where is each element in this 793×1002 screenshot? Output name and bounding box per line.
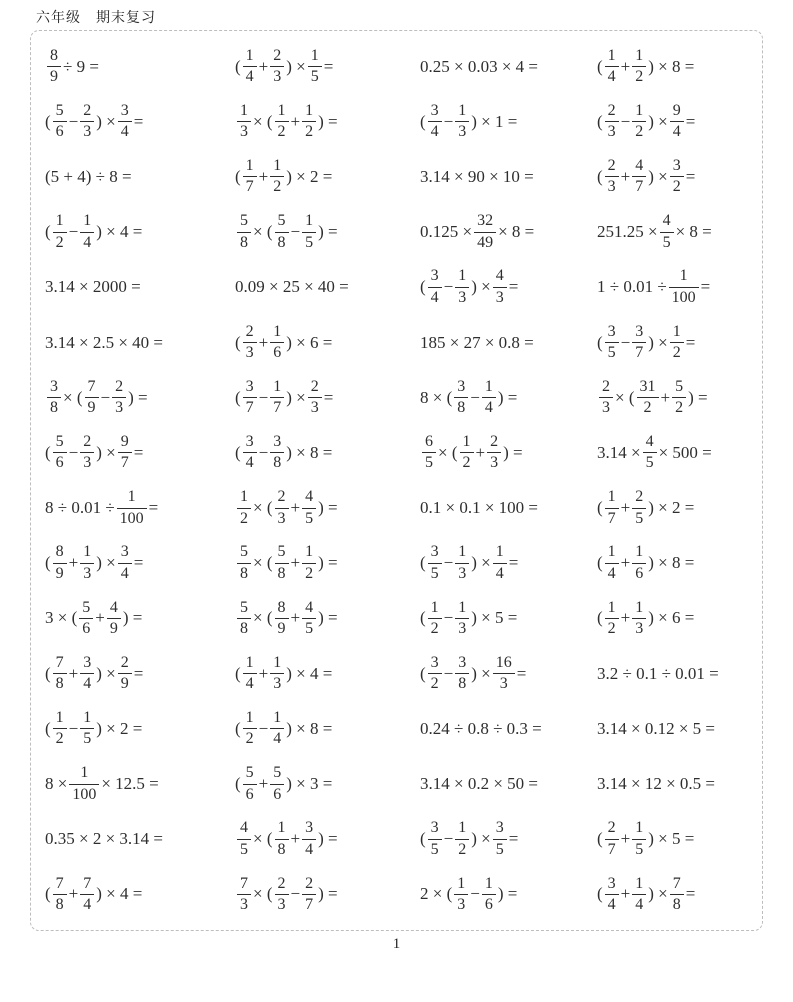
fraction: $\frac{5}{2}$ (672, 378, 686, 418)
math-problem-r16-c3: 2 × ( $\frac{1}{3}$ − $\frac{1}{6}$ ) = (420, 874, 518, 913)
math-problem-r11-c2: $\frac{5}{8}$ × ( $\frac{8}{9}$ + $\frac{4}{5}$ ) = (235, 591, 420, 646)
fraction: $\frac{1}{100}$ (117, 488, 147, 528)
math-problem-r14-c2: ( $\frac{5}{6}$ + $\frac{5}{6}$ ) × 3 = (235, 764, 333, 803)
problem-grid (45, 39, 758, 922)
fraction: $\frac{2}{3}$ (487, 433, 501, 473)
math-problem-r4-c3: 0.125 × $\frac{32}{49}$ × 8 = (420, 212, 535, 251)
fraction: $\frac{3}{4}$ (80, 654, 94, 694)
fraction: $\frac{1}{7}$ (243, 157, 257, 197)
fraction: $\frac{5}{6}$ (53, 433, 67, 473)
fraction: $\frac{5}{8}$ (275, 543, 289, 583)
fraction: $\frac{2}{3}$ (275, 875, 289, 915)
fraction: $\frac{3}{5}$ (428, 819, 442, 859)
math-problem-r7-c2: ( $\frac{3}{7}$ − $\frac{1}{7}$ ) × $\frac{2}{3}$ = (235, 377, 334, 417)
math-problem-r10-c1: ( $\frac{8}{9}$ + $\frac{1}{3}$ ) × $\frac{3}{4}$ = (45, 543, 144, 582)
fraction: $\frac{1}{3}$ (270, 654, 284, 694)
fraction: $\frac{1}{4}$ (270, 709, 284, 749)
math-problem-r15-c1: 0.35 × 2 × 3.14 = (45, 829, 164, 849)
fraction: $\frac{3}{5}$ (605, 323, 619, 363)
fraction: $\frac{1}{7}$ (605, 488, 619, 528)
fraction: $\frac{5}{6}$ (270, 764, 284, 804)
fraction: $\frac{7}{8}$ (53, 875, 67, 915)
fraction: $\frac{1}{2}$ (302, 543, 316, 583)
fraction: $\frac{3}{5}$ (428, 543, 442, 583)
math-problem-r7-c3: 8 × ( $\frac{3}{8}$ − $\frac{1}{4}$ ) = (420, 377, 518, 417)
fraction: $\frac{7}{4}$ (80, 875, 94, 915)
math-problem-r6-c4: ( $\frac{3}{5}$ − $\frac{3}{7}$ ) × $\frac{1}{2}$ = (597, 322, 696, 362)
math-problem-r14-c3: 3.14 × 0.2 × 50 = (420, 774, 539, 794)
fraction: $\frac{3}{4}$ (118, 102, 132, 142)
fraction: $\frac{3}{8}$ (454, 378, 468, 418)
fraction: $\frac{3}{8}$ (455, 654, 469, 694)
fraction: $\frac{1}{8}$ (275, 819, 289, 859)
fraction: $\frac{3}{2}$ (670, 157, 684, 197)
fraction: $\frac{5}{8}$ (237, 543, 251, 583)
fraction: $\frac{1}{3}$ (455, 102, 469, 142)
math-problem-r12-c3: ( $\frac{3}{2}$ − $\frac{3}{8}$ ) × $\frac{16}{3}$ = (420, 653, 527, 693)
fraction: $\frac{8}{9}$ (47, 47, 61, 87)
fraction: $\frac{1}{3}$ (455, 267, 469, 307)
fraction: $\frac{1}{3}$ (80, 543, 94, 583)
fraction: $\frac{5}{8}$ (237, 599, 251, 639)
math-problem-r1-c1: $\frac{8}{9}$ ÷ 9 = (45, 39, 235, 94)
fraction: $\frac{1}{4}$ (493, 543, 507, 583)
math-problem-r12-c1: ( $\frac{7}{8}$ + $\frac{3}{4}$ ) × $\frac{2}{9}$ = (45, 653, 144, 693)
fraction: $\frac{2}{3}$ (80, 433, 94, 473)
fraction: $\frac{1}{3}$ (237, 102, 251, 142)
math-problem-r16-c4: ( $\frac{3}{4}$ + $\frac{1}{4}$ ) × $\frac{7}{8}$ = (597, 874, 696, 913)
math-problem-r6-c1: 3.14 × 2.5 × 40 = (45, 332, 164, 352)
math-problem-r1-c3: 0.25 × 0.03 × 4 = (420, 56, 539, 76)
fraction: $\frac{2}{3}$ (308, 378, 322, 418)
fraction: $\frac{2}{3}$ (80, 102, 94, 142)
math-problem-r9-c1: 8 ÷ 0.01 ÷ $\frac{1}{100}$ = (45, 488, 159, 527)
math-problem-r7-c4: $\frac{2}{3}$ × ( $\frac{31}{2}$ + $\frac{5}{2}$ ) = (597, 370, 758, 425)
math-problem-r14-c4: 3.14 × 12 × 0.5 = (597, 774, 716, 794)
fraction: $\frac{1}{2}$ (670, 323, 684, 363)
fraction: $\frac{16}{3}$ (493, 654, 515, 694)
fraction: $\frac{2}{5}$ (632, 488, 646, 528)
fraction: $\frac{1}{2}$ (605, 599, 619, 639)
fraction: $\frac{2}{7}$ (605, 819, 619, 859)
math-problem-r15-c2: $\frac{4}{5}$ × ( $\frac{1}{8}$ + $\frac{3}{4}$ ) = (235, 812, 420, 867)
fraction: $\frac{5}{6}$ (79, 599, 93, 639)
fraction: $\frac{3}{7}$ (632, 323, 646, 363)
fraction: $\frac{2}{9}$ (118, 654, 132, 694)
math-problem-r16-c2: $\frac{7}{3}$ × ( $\frac{2}{3}$ − $\frac{2}{7}$ ) = (235, 867, 420, 922)
math-problem-r2-c2: $\frac{1}{3}$ × ( $\frac{1}{2}$ + $\frac{1}{2}$ ) = (235, 94, 420, 149)
fraction: $\frac{3}{8}$ (47, 378, 61, 418)
fraction: $\frac{3}{4}$ (302, 819, 316, 859)
fraction: $\frac{6}{5}$ (422, 433, 436, 473)
fraction: $\frac{4}{5}$ (643, 433, 657, 473)
fraction: $\frac{7}{9}$ (85, 378, 99, 418)
fraction: $\frac{1}{100}$ (669, 267, 699, 307)
fraction: $\frac{4}{5}$ (302, 599, 316, 639)
fraction: $\frac{1}{3}$ (454, 875, 468, 915)
page-title: 六年级 期末复习 (36, 11, 156, 26)
fraction: $\frac{1}{2}$ (632, 102, 646, 142)
worksheet-border (30, 30, 763, 931)
fraction: $\frac{2}{7}$ (302, 875, 316, 915)
fraction: $\frac{3}{4}$ (605, 875, 619, 915)
math-problem-r16-c1: ( $\frac{7}{8}$ + $\frac{7}{4}$ ) × 4 = (45, 874, 143, 913)
math-problem-r13-c2: ( $\frac{1}{2}$ − $\frac{1}{4}$ ) × 8 = (235, 708, 333, 748)
math-problem-r8-c4: 3.14 × $\frac{4}{5}$ × 500 = (597, 433, 712, 472)
fraction: $\frac{1}{4}$ (80, 212, 94, 252)
math-problem-r9-c4: ( $\frac{1}{7}$ + $\frac{2}{5}$ ) × 2 = (597, 488, 695, 527)
fraction: $\frac{1}{6}$ (270, 323, 284, 363)
fraction: $\frac{9}{4}$ (670, 102, 684, 142)
fraction: $\frac{1}{4}$ (632, 875, 646, 915)
math-problem-r8-c2: ( $\frac{3}{4}$ − $\frac{3}{8}$ ) × 8 = (235, 433, 333, 472)
fraction: $\frac{1}{5}$ (308, 47, 322, 87)
fraction: $\frac{2}{3}$ (270, 47, 284, 87)
math-problem-r3-c4: ( $\frac{2}{3}$ + $\frac{4}{7}$ ) × $\frac{3}{2}$ = (597, 157, 696, 196)
fraction: $\frac{1}{2}$ (455, 819, 469, 859)
fraction: $\frac{5}{6}$ (243, 764, 257, 804)
math-problem-r2-c4: ( $\frac{2}{3}$ − $\frac{1}{2}$ ) × $\frac{9}{4}$ = (597, 101, 696, 141)
math-problem-r10-c3: ( $\frac{3}{5}$ − $\frac{1}{3}$ ) × $\frac{1}{4}$ = (420, 543, 519, 582)
math-problem-r4-c1: ( $\frac{1}{2}$ − $\frac{1}{4}$ ) × 4 = (45, 212, 143, 251)
fraction: $\frac{8}{9}$ (53, 543, 67, 583)
fraction: $\frac{4}{9}$ (107, 599, 121, 639)
fraction: $\frac{4}{5}$ (237, 819, 251, 859)
fraction: $\frac{3}{4}$ (428, 102, 442, 142)
fraction: $\frac{1}{6}$ (632, 543, 646, 583)
fraction: $\frac{4}{5}$ (660, 212, 674, 252)
fraction: $\frac{4}{3}$ (493, 267, 507, 307)
fraction: $\frac{3}{5}$ (493, 819, 507, 859)
fraction: $\frac{1}{100}$ (69, 764, 99, 804)
math-problem-r11-c4: ( $\frac{1}{2}$ + $\frac{1}{3}$ ) × 6 = (597, 598, 695, 637)
fraction: $\frac{1}{2}$ (428, 599, 442, 639)
fraction: $\frac{7}{8}$ (53, 654, 67, 694)
math-problem-r12-c4: 3.2 ÷ 0.1 ÷ 0.01 = (597, 663, 719, 683)
fraction: $\frac{1}{3}$ (632, 599, 646, 639)
fraction: $\frac{1}{2}$ (460, 433, 474, 473)
math-problem-r5-c1: 3.14 × 2000 = (45, 277, 141, 297)
math-problem-r10-c2: $\frac{5}{8}$ × ( $\frac{5}{8}$ + $\frac{1}{2}$ ) = (235, 536, 420, 591)
fraction: $\frac{1}{7}$ (270, 378, 284, 418)
fraction: $\frac{2}{3}$ (605, 102, 619, 142)
math-problem-r3-c3: 3.14 × 90 × 10 = (420, 166, 534, 186)
fraction: $\frac{1}{2}$ (53, 212, 67, 252)
fraction: $\frac{2}{3}$ (599, 378, 613, 418)
fraction: $\frac{1}{2}$ (270, 157, 284, 197)
math-problem-r4-c2: $\frac{5}{8}$ × ( $\frac{5}{8}$ − $\frac{1}{5}$ ) = (235, 205, 420, 260)
math-problem-r5-c4: 1 ÷ 0.01 ÷ $\frac{1}{100}$ = (597, 267, 711, 306)
fraction: $\frac{7}{8}$ (670, 875, 684, 915)
fraction: $\frac{1}{4}$ (605, 47, 619, 87)
fraction: $\frac{5}{8}$ (275, 212, 289, 252)
math-problem-r11-c1: 3 × ( $\frac{5}{6}$ + $\frac{4}{9}$ ) = (45, 598, 143, 637)
math-problem-r1-c2: ( $\frac{1}{4}$ + $\frac{2}{3}$ ) × $\frac{1}{5}$ = (235, 46, 334, 86)
math-problem-r8-c1: ( $\frac{5}{6}$ − $\frac{2}{3}$ ) × $\frac{9}{7}$ = (45, 433, 144, 472)
math-problem-r3-c2: ( $\frac{1}{7}$ + $\frac{1}{2}$ ) × 2 = (235, 157, 333, 196)
fraction: $\frac{7}{3}$ (237, 875, 251, 915)
fraction: $\frac{1}{5}$ (632, 819, 646, 859)
fraction: $\frac{1}{4}$ (605, 543, 619, 583)
math-problem-r13-c1: ( $\frac{1}{2}$ − $\frac{1}{5}$ ) × 2 = (45, 708, 143, 748)
fraction: $\frac{2}{3}$ (605, 157, 619, 197)
fraction: $\frac{9}{7}$ (118, 433, 132, 473)
fraction: $\frac{1}{2}$ (275, 102, 289, 142)
math-problem-r2-c3: ( $\frac{3}{4}$ − $\frac{1}{3}$ ) × 1 = (420, 101, 518, 141)
fraction: $\frac{1}{4}$ (243, 654, 257, 694)
fraction: $\frac{3}{2}$ (428, 654, 442, 694)
fraction: $\frac{5}{6}$ (53, 102, 67, 142)
page-number: 1 (392, 936, 401, 952)
fraction: $\frac{1}{4}$ (482, 378, 496, 418)
fraction: $\frac{2}{3}$ (243, 323, 257, 363)
math-problem-r9-c2: $\frac{1}{2}$ × ( $\frac{2}{3}$ + $\frac{4}{5}$ ) = (235, 481, 420, 536)
fraction: $\frac{3}{7}$ (243, 378, 257, 418)
fraction: $\frac{4}{5}$ (302, 488, 316, 528)
fraction: $\frac{4}{7}$ (632, 157, 646, 197)
math-problem-r4-c4: 251.25 × $\frac{4}{5}$ × 8 = (597, 212, 712, 251)
fraction: $\frac{1}{2}$ (243, 709, 257, 749)
fraction: $\frac{1}{6}$ (482, 875, 496, 915)
fraction: $\frac{1}{2}$ (237, 488, 251, 528)
math-problem-r12-c2: ( $\frac{1}{4}$ + $\frac{1}{3}$ ) × 4 = (235, 653, 333, 693)
math-problem-r14-c1: 8 × $\frac{1}{100}$ × 12.5 = (45, 764, 159, 803)
fraction: $\frac{3}{8}$ (270, 433, 284, 473)
fraction: $\frac{3}{4}$ (428, 267, 442, 307)
fraction: $\frac{1}{3}$ (455, 543, 469, 583)
fraction: $\frac{3}{4}$ (243, 433, 257, 473)
fraction: $\frac{2}{3}$ (275, 488, 289, 528)
math-problem-r13-c3: 0.24 ÷ 0.8 ÷ 0.3 = (420, 718, 542, 738)
math-problem-r6-c2: ( $\frac{2}{3}$ + $\frac{1}{6}$ ) × 6 = (235, 322, 333, 362)
fraction: $\frac{8}{9}$ (275, 599, 289, 639)
fraction: $\frac{1}{2}$ (632, 47, 646, 87)
math-problem-r3-c1: (5 + 4) ÷ 8 = (45, 166, 132, 186)
math-problem-r7-c1: $\frac{3}{8}$ × ( $\frac{7}{9}$ − $\frac{2}{3}$ ) = (45, 370, 235, 425)
fraction: $\frac{3}{4}$ (118, 543, 132, 583)
math-problem-r8-c3: $\frac{6}{5}$ × ( $\frac{1}{2}$ + $\frac{2}{3}$ ) = (420, 425, 597, 480)
fraction: $\frac{1}{4}$ (243, 47, 257, 87)
math-problem-r11-c3: ( $\frac{1}{2}$ − $\frac{1}{3}$ ) × 5 = (420, 598, 518, 637)
fraction: $\frac{1}{5}$ (80, 709, 94, 749)
fraction: $\frac{1}{5}$ (302, 212, 316, 252)
math-problem-r5-c2: 0.09 × 25 × 40 = (235, 277, 349, 297)
math-problem-r1-c4: ( $\frac{1}{4}$ + $\frac{1}{2}$ ) × 8 = (597, 46, 695, 86)
fraction: $\frac{2}{3}$ (112, 378, 126, 418)
fraction: $\frac{5}{8}$ (237, 212, 251, 252)
fraction: $\frac{32}{49}$ (474, 212, 496, 252)
math-problem-r9-c3: 0.1 × 0.1 × 100 = (420, 498, 539, 518)
math-problem-r10-c4: ( $\frac{1}{4}$ + $\frac{1}{6}$ ) × 8 = (597, 543, 695, 582)
fraction: $\frac{1}{2}$ (302, 102, 316, 142)
math-problem-r2-c1: ( $\frac{5}{6}$ − $\frac{2}{3}$ ) × $\frac{3}{4}$ = (45, 101, 144, 141)
math-problem-r5-c3: ( $\frac{3}{4}$ − $\frac{1}{3}$ ) × $\frac{4}{3}$ = (420, 267, 519, 306)
fraction: $\frac{1}{2}$ (53, 709, 67, 749)
math-problem-r15-c3: ( $\frac{3}{5}$ − $\frac{1}{2}$ ) × $\frac{3}{5}$ = (420, 819, 519, 858)
fraction: $\frac{1}{3}$ (455, 599, 469, 639)
math-problem-r13-c4: 3.14 × 0.12 × 5 = (597, 718, 716, 738)
fraction: $\frac{31}{2}$ (637, 378, 659, 418)
math-problem-r6-c3: 185 × 27 × 0.8 = (420, 332, 534, 352)
math-problem-r15-c4: ( $\frac{2}{7}$ + $\frac{1}{5}$ ) × 5 = (597, 819, 695, 858)
